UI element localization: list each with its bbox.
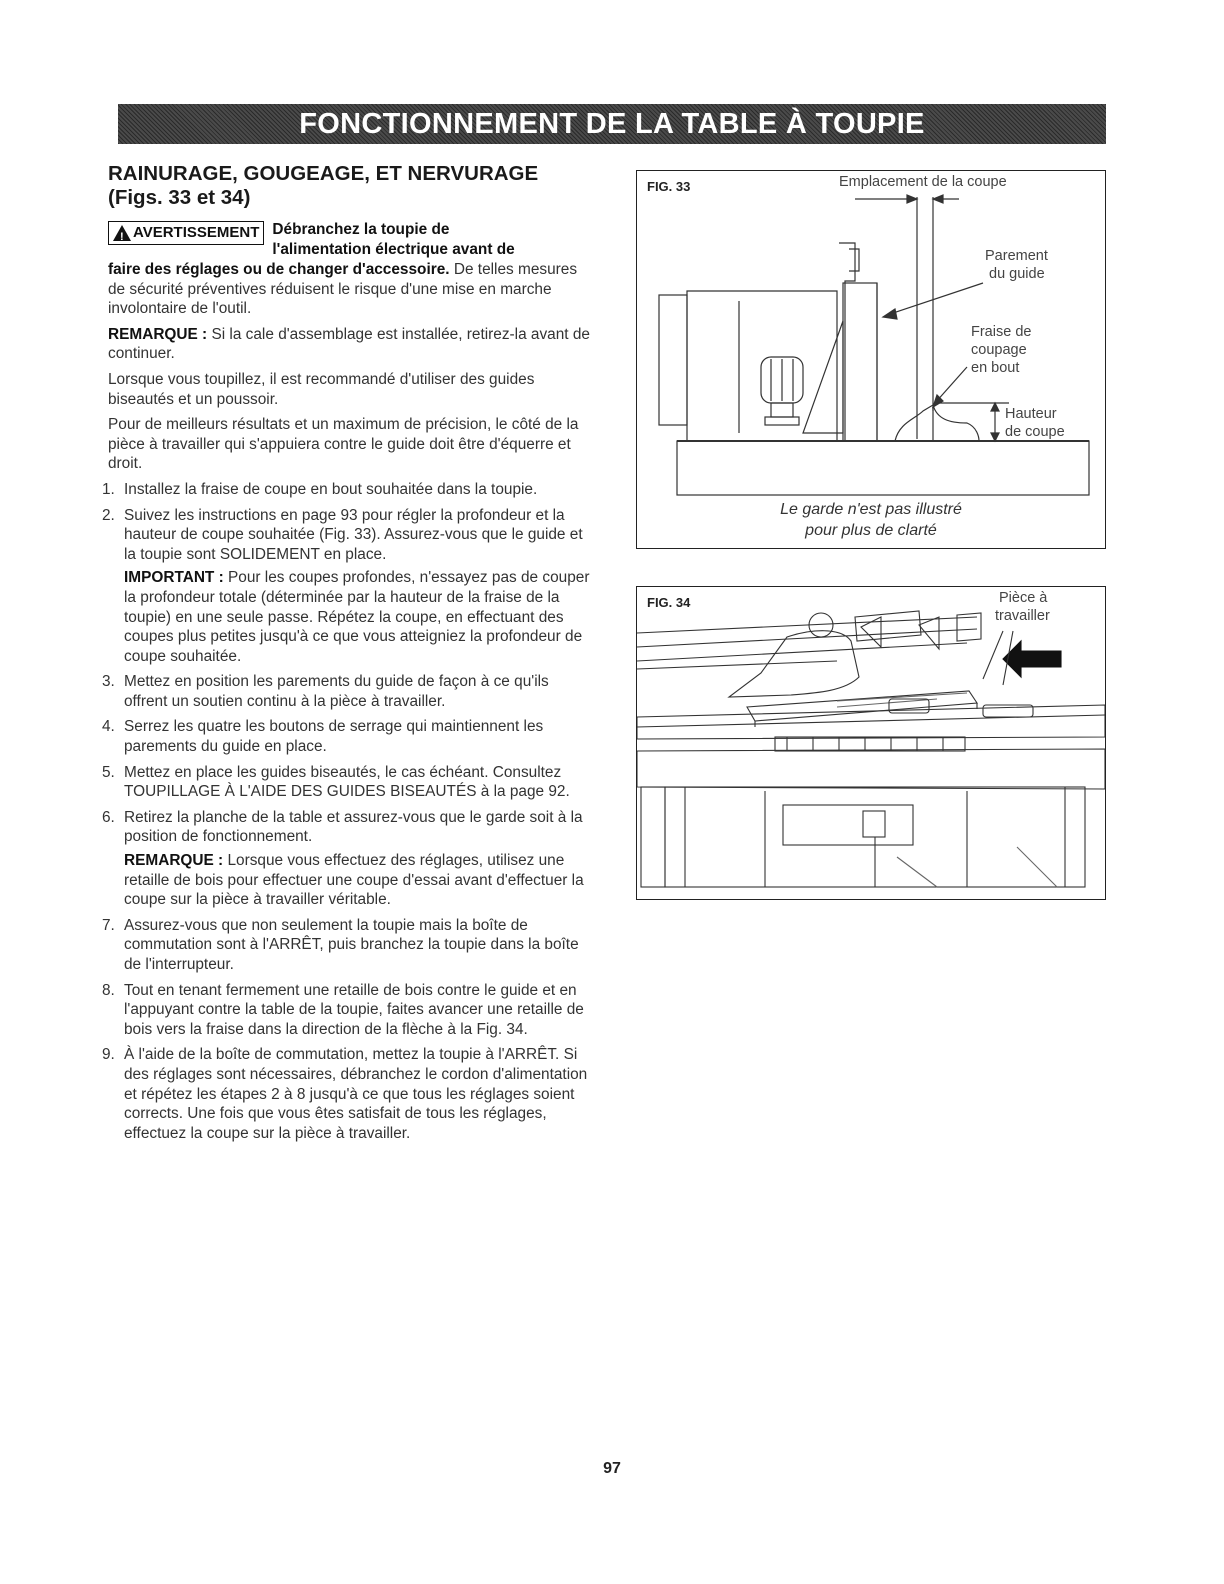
important-note	[124, 568, 592, 666]
remarque-2-text: Lorsque vous effectuez des réglages, utilisez une retaille de bois pour effectuer une coupe d'essai avant d'effectuer la coupe sur la pièce à travailler véritable.	[124, 852, 584, 909]
warning-bold-line3: faire des réglages ou de changer d'accessoire.	[108, 261, 450, 278]
banner-title: FONCTIONNEMENT DE LA TABLE À TOUPIE	[299, 107, 925, 140]
label-piece-1: Pièce à	[999, 590, 1048, 606]
warning-text: De telles mesures de sécurité préventives réduisent le risque d'une mise en marche involontaire de l'outil.	[108, 261, 578, 318]
list-item: 1. Installez la fraise de coupe en bout souhaitée dans la toupie.	[102, 480, 538, 498]
list-item: 8. Tout en tenant fermement une retaille de bois contre le guide et en l'appuyant contre la table de la toupie, faites avancer une retaille de bois vers la fraise dans la direction de la flèche à la Fig. 34.	[102, 981, 584, 1038]
list-item: 2. Suivez les instructions en page 93 pour régler la profondeur et la hauteur de coupe souhaitée (Fig. 33). Assurez-vous que le guide et la toupie sont SOLIDEMENT en place. IMPORTANT : Pour les coupes profondes, n'essayez pas de couper la profondeur totale (déterminée par la hauteur de la fraise de la toupie) en une seule passe. Répétez la coupe, en effectuant des coupes plus petites jusqu'à ce que vous atteigniez la profondeur de coupe souhaitée.	[108, 506, 592, 667]
list-item: 6. Retirez la planche de la table et assurez-vous que le garde soit à la position de fonctionnement. REMARQUE : Lorsque vous effectuez des réglages, utilisez une retaille de bois pour effectuer une coupe d'essai avant d'effectuer la coupe sur la pièce à travailler véritable.	[108, 808, 592, 910]
remarque-1	[108, 325, 592, 364]
warning-block	[108, 220, 592, 319]
label-parement-1: Parement	[985, 248, 1048, 264]
label-piece-2: travailler	[995, 608, 1050, 624]
figure-33-illustration	[637, 171, 1105, 501]
page-number: 97	[603, 1460, 621, 1477]
label-fraise-1: Fraise de	[971, 324, 1032, 340]
label-parement-2: du guide	[989, 266, 1045, 282]
remarque-1-text: Si la cale d'assemblage est installée, retirez-la avant de continuer.	[108, 325, 590, 363]
warning-bold-line2: l'alimentation électrique avant de	[272, 241, 515, 258]
figure-34-illustration	[637, 587, 1105, 899]
steps-list	[102, 480, 592, 1143]
paragraph-1: Lorsque vous toupillez, il est recommandé d'utiliser des guides biseautés et un poussoir.	[108, 370, 535, 408]
figure-33-caption-2: pour plus de clarté	[805, 522, 937, 539]
label-emplacement: Emplacement de la coupe	[839, 174, 1007, 190]
figure-34	[636, 586, 1106, 900]
remarque-2-label: REMARQUE :	[124, 852, 224, 870]
figure-33	[636, 170, 1106, 549]
important-label: IMPORTANT :	[124, 569, 224, 587]
important-text: Pour les coupes profondes, n'essayez pas de couper la profondeur totale (déterminée par la hauteur de la fraise de la toupie) en une seule passe. Répétez la coupe, en effectuant des coupes plus petites jusqu'à ce que vous atteigniez la profondeur de coupe souhaitée.	[124, 569, 590, 665]
remarque-1-label: REMARQUE :	[108, 325, 208, 343]
warning-badge	[108, 221, 264, 245]
figure-34-label: FIG. 34	[647, 595, 691, 610]
warning-triangle-icon: !	[113, 225, 131, 241]
list-item: 4. Serrez les quatre les boutons de serrage qui maintiennent les parements du guide en place.	[102, 718, 544, 756]
list-item: 9. À l'aide de la boîte de commutation, mettez la toupie à l'ARRÊT. Si des réglages sont nécessaires, débranchez le cordon d'alimentation et répétez les étapes 2 à 8 jusqu'à ce que tous les réglages soient corrects. Une fois que vous êtes satisfait de tous les réglages, effectuez la coupe sur la pièce à travailler.	[102, 1046, 588, 1142]
warning-bold-line1: Débranchez la toupie de	[272, 221, 450, 238]
section-title-line1: RAINURAGE, GOUGEAGE, ET NERVURAGE	[108, 162, 539, 185]
list-item: 7. Assurez-vous que non seulement la toupie mais la boîte de commutation sont à l'ARRÊT, puis branchez la toupie dans la boîte de l'interrupteur.	[102, 916, 579, 973]
label-hauteur-2: de coupe	[1005, 424, 1065, 440]
label-fraise-3: en bout	[971, 360, 1020, 376]
figure-33-caption-1: Le garde n'est pas illustré	[780, 501, 962, 518]
warning-badge-label: AVERTISSEMENT	[133, 224, 260, 242]
left-column	[102, 162, 592, 1149]
remarque-2	[124, 851, 592, 910]
list-item: 3. Mettez en position les parements du guide de façon à ce qu'ils offrent un soutien continu à la pièce à travailler.	[102, 673, 549, 710]
section-title	[108, 162, 592, 210]
section-title-line2: (Figs. 33 et 34)	[108, 186, 251, 209]
figure-33-label: FIG. 33	[647, 179, 691, 194]
list-item: 5. Mettez en place les guides biseautés, le cas échéant. Consultez TOUPILLAGE À L'AIDE DES GUIDES BISEAUTÉS à la page 92.	[102, 763, 570, 801]
page-banner	[118, 104, 1106, 144]
paragraph-2: Pour de meilleurs résultats et un maximum de précision, le côté de la pièce à travailler qui s'appuiera contre le guide doit être d'équerre et droit.	[108, 416, 579, 473]
label-hauteur-1: Hauteur	[1005, 406, 1057, 422]
label-fraise-2: coupage	[971, 342, 1027, 358]
